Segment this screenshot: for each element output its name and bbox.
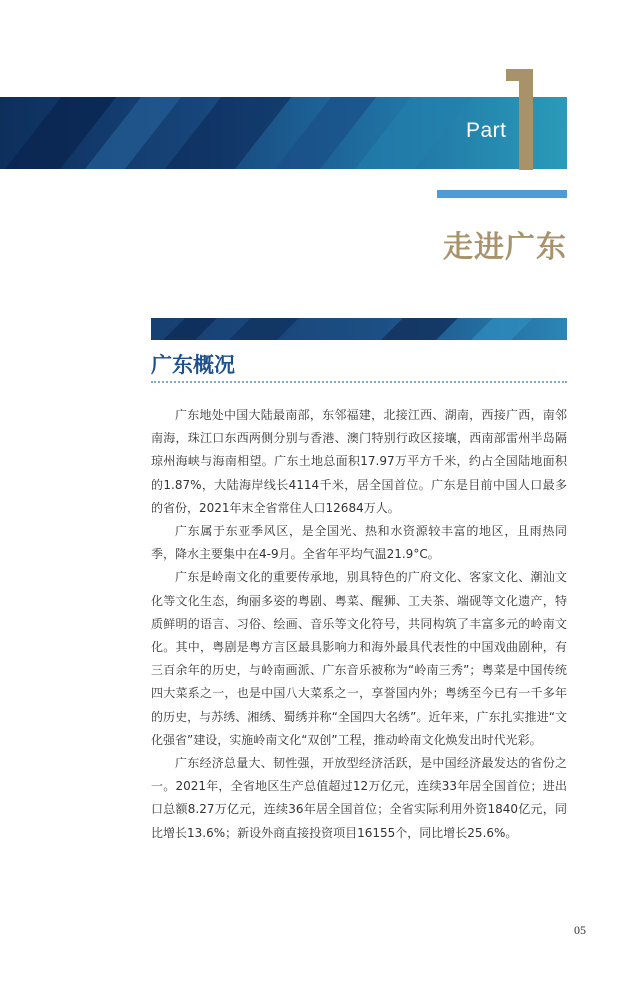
page-number: 05 [574,923,586,937]
paragraph: 广东是岭南文化的重要传承地，别具特色的广府文化、客家文化、潮汕文化等文化生态，绚丽多姿的粤剧、粤菜、醒狮、工夫茶、端砚等文化遗产，特质鲜明的语言、习俗、绘画、音乐等文化符号，共同构筑了丰富多元的岭南文化。其中，粤剧是粤方言区最具影响力和海外最具代表性的中国戏曲剧种，有三百余年的历史，与岭南画派、广东音乐被称为“岭南三秀”；粤菜是中国传统四大菜系之一，也是中国八大菜系之一，享誉国内外；粤绣至今已有一千多年的历史，与苏绣、湘绣、蜀绣并称“全国四大名绣”。近年来，广东扎实推进“文化强省”建设，实施岭南文化“双创”工程，推动岭南文化焕发出时代光彩。 [151,570,567,747]
section-banner-stripe [369,318,468,340]
paragraph: 广东地处中国大陆最南部，东邻福建，北接江西、湖南，西接广西，南邻南海，珠江口东西两侧分别与香港、澳门特别行政区接壤，西南部雷州半岛隔琼州海峡与海南相望。广东土地总面积17.97万平方千米，约占全国陆地面积的1.87%，大陆海岸线长4114千米，居全国首位。广东是目前中国人口最多的省份，2021年末全省常住人口12684万人。 [151,408,567,515]
section-banner-stripe [459,318,543,340]
body-text [151,404,567,845]
chapter-title: 走进广东 [443,230,567,265]
part-number-stroke [519,69,533,170]
part-label: Part [466,119,507,142]
section-title: 广东概况 [151,353,235,377]
part-number-graphic [506,69,534,170]
section-banner-stripe [217,318,309,340]
section-divider [151,381,567,383]
paragraph: 广东经济总量大、韧性强，开放型经济活跃，是中国经济最发达的省份之一。2021年，全省地区生产总值超过12万亿元，连续33年居全国首位；进出口总额8.27万亿元，连续36年居全国首位；全省实际利用外资1840亿元，同比增长13.6%；新设外商直接投资项目16155个，同比增长25.6%。 [151,756,567,840]
section-banner [151,318,567,340]
chapter-rule [437,190,567,198]
section-banner-stripe [151,318,227,340]
paragraph: 广东属于东亚季风区，是全国光、热和水资源较丰富的地区，且雨热同季，降水主要集中在4-9月。全省年平均气温21.9°C。 [151,524,567,562]
